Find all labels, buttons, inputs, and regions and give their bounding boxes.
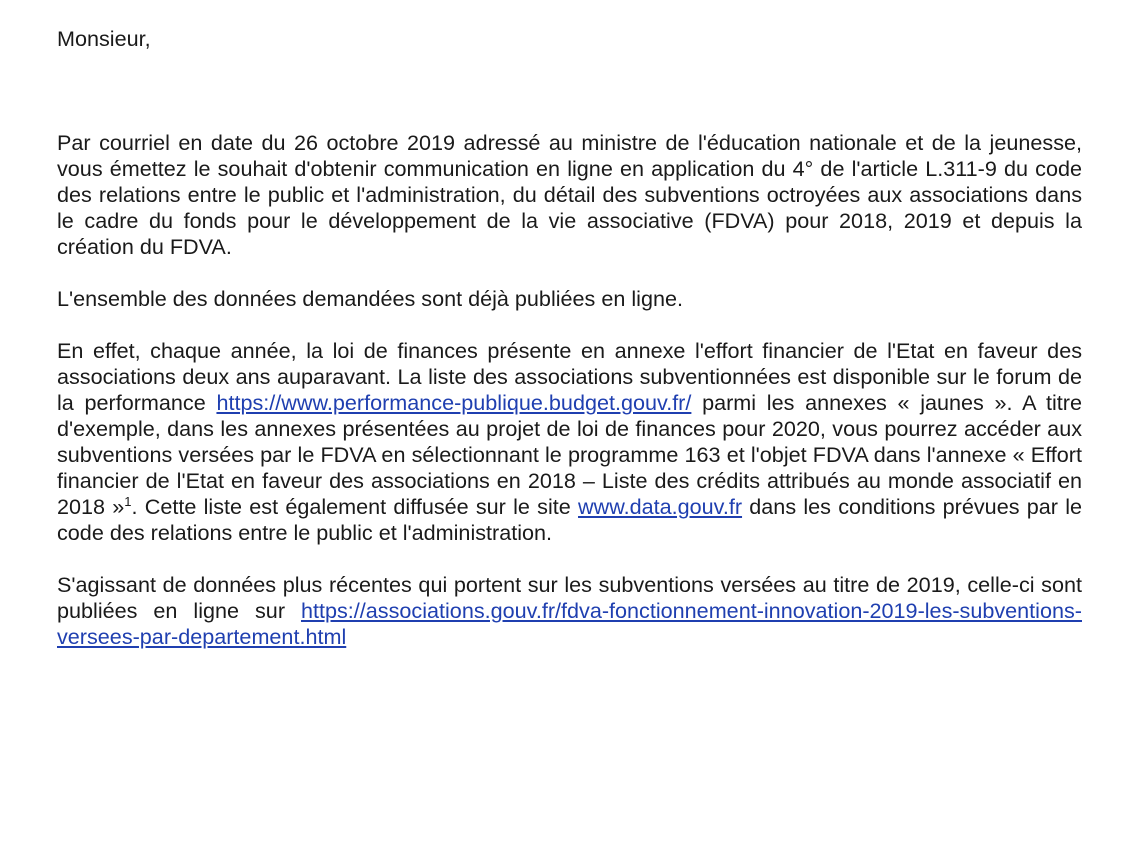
finance-law-text-2: parmi les annexes « jaunes ». A titre d'exemple, dans les annexes présentées au projet de loi de finances pour 2020, vous pourrez accéder aux subventions versées par le FDVA en sélectionnant le programme 163 et l'objet FDVA dans l'annexe « Effort financier de l'Etat en faveur des associations en 2018 – Liste des crédits attribués au monde associatif en 2018 » [57, 390, 1082, 519]
salutation: Monsieur, [57, 26, 151, 51]
footnote-marker: 1 [124, 493, 132, 509]
finance-law-text-4: dans les conditions prévues par le code des relations entre le public et l'administration. [57, 494, 1082, 545]
paragraph-recent-data [57, 572, 1082, 650]
recent-data-text: S'agissant de données plus récentes qui portent sur les subventions versées au titre de 2019, celle-ci sont publiées en ligne sur [57, 572, 1082, 623]
paragraph-already-published: L'ensemble des données demandées sont déjà publiées en ligne. [57, 286, 683, 311]
paragraph-finance-law [57, 338, 1082, 546]
letter-body [57, 26, 1082, 676]
paragraph-request: Par courriel en date du 26 octobre 2019 adressé au ministre de l'éducation nationale et de la jeunesse, vous émettez le souhait d'obtenir communication en ligne en application du 4° de l'article L.311-9 du code des relations entre le public et l'administration, du détail des subventions octroyées aux associations dans le cadre du fonds pour le développement de la vie associative (FDVA) pour 2018, 2019 et depuis la création du FDVA. [57, 130, 1082, 259]
finance-law-text-1: En effet, chaque année, la loi de finances présente en annexe l'effort financier de l'Etat en faveur des associations deux ans auparavant. La liste des associations subventionnées est disponible sur le forum de la performance [57, 338, 1082, 415]
finance-law-text-3: . Cette liste est également diffusée sur le site [131, 494, 579, 519]
data-gouv-link[interactable]: www.data.gouv.fr [578, 494, 743, 519]
associations-gouv-link[interactable]: https://associations.gouv.fr/fdva-fonctionnement-innovation-2019-les-subventions-versees-par-departement.html [57, 598, 1082, 649]
performance-publique-link[interactable]: https://www.performance-publique.budget.gouv.fr/ [216, 390, 692, 415]
